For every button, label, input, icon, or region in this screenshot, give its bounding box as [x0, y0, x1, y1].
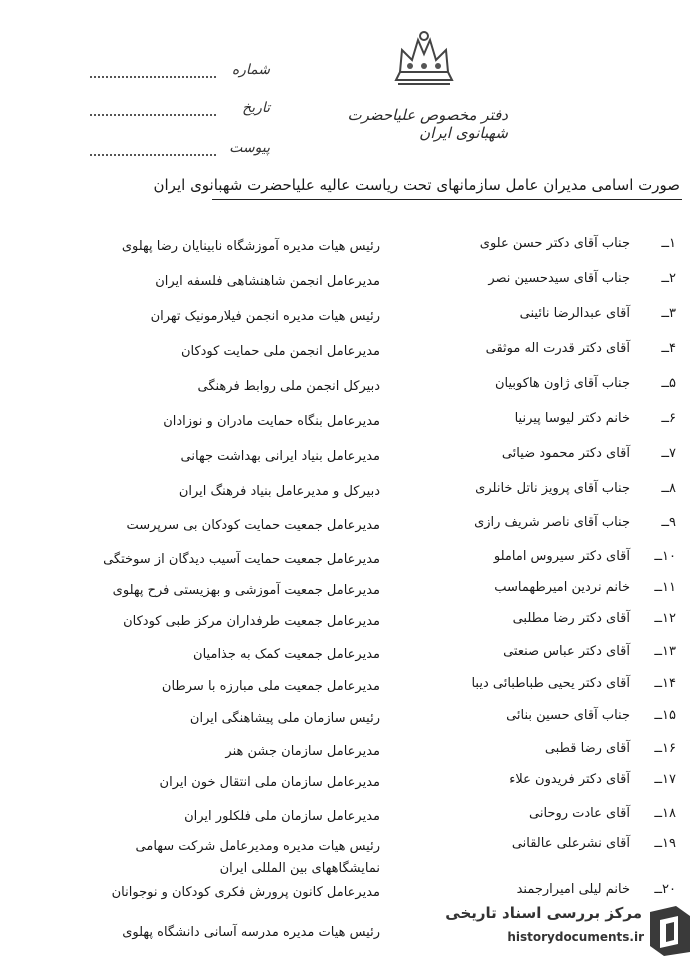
entry-position: مدیرعامل جمعیت آموزشی و بهزیستی فرح پهلوی — [112, 583, 380, 598]
entry-position: مدیرعامل انجمن ملی حمایت کودکان — [180, 344, 380, 359]
entry-number: ۱۹ــ — [654, 836, 676, 851]
entry-number: ۱۰ــ — [654, 549, 676, 564]
entry-position: رئیس سازمان ملی پیشاهنگی ایران — [189, 711, 380, 726]
entry-position: مدیرعامل جمعیت حمایت کودکان بی سرپرست — [126, 518, 380, 533]
entry-person-name: خانم لیلی امیرارجمند — [516, 882, 630, 897]
entry-number: ۲ــ — [661, 271, 676, 286]
entry-person-name: خانم دکتر لیوسا پیرنیا — [514, 411, 630, 426]
entry-person-name: آقای دکتر سیروس اماملو — [493, 549, 630, 564]
entry-person-name: آقای دکتر عباس صنعتی — [503, 644, 630, 659]
entry-position: مدیرعامل جمعیت ملی مبارزه با سرطان — [161, 679, 380, 694]
number-field — [90, 62, 270, 88]
entry-person-name: آقای دکتر یحیی طباطبائی دیبا — [471, 676, 630, 691]
watermark-url: historydocuments.ir — [507, 930, 644, 944]
entry-number: ۵ــ — [661, 376, 676, 391]
entry-position: مدیرعامل جمعیت طرفداران مرکز طبی کودکان — [123, 614, 380, 629]
entry-position: مدیرعامل انجمن شاهنشاهی فلسفه ایران — [155, 274, 380, 289]
number-dotted-line — [90, 76, 216, 78]
entry-number: ۴ــ — [661, 341, 676, 356]
entry-person-name: آقای نشرعلی عالقانی — [511, 836, 630, 851]
entry-position: رئیس هیات مدیره انجمن فیلارمونیک تهران — [150, 309, 380, 324]
attachment-field — [90, 140, 270, 166]
entry-position: دبیرکل انجمن ملی روابط فرهنگی — [197, 379, 380, 394]
entry-position: مدیرعامل سازمان جشن هنر — [225, 744, 380, 759]
entry-position: رئیس هیات مدیره ومدیرعامل شرکت سهامی نمایشگاههای بین المللی ایران — [135, 839, 380, 876]
entry-position: رئیس هیات مدیره مدرسه آسانی دانشگاه پهلوی — [122, 925, 380, 940]
archive-logo-icon — [646, 902, 694, 958]
attachment-dotted-line — [90, 154, 216, 156]
entry-position: مدیرعامل بنگاه حمایت مادران و نوزادان — [163, 414, 380, 429]
entry-position: مدیرعامل کانون پرورش فکری کودکان و نوجوانان — [111, 885, 380, 900]
entry-person-name: جناب آقای سیدحسین نصر — [488, 271, 630, 286]
entry-person-name: آقای رضا قطبی — [544, 741, 630, 756]
entry-number: ۱ــ — [661, 236, 676, 251]
entry-number: ۱۵ــ — [654, 708, 676, 723]
entry-person-name: آقای دکتر محمود ضیائی — [501, 446, 630, 461]
entry-person-name: خانم نردین امیرطهماسب — [494, 580, 630, 595]
entry-person-name: جناب آقای دکتر حسن علوی — [479, 236, 630, 251]
entry-number: ۱۸ــ — [654, 806, 676, 821]
watermark — [445, 898, 696, 962]
entry-number: ۱۳ــ — [654, 644, 676, 659]
number-label: شماره — [231, 62, 270, 78]
entry-number: ۸ــ — [661, 481, 676, 496]
watermark-title: مرکز بررسی اسناد تاریخی — [445, 904, 642, 922]
entry-number: ۹ــ — [661, 515, 676, 530]
office-title: دفتر مخصوص علیاحضرت شهبانوی ایران — [347, 106, 508, 142]
entry-number: ۱۴ــ — [654, 676, 676, 691]
entry-position: دبیرکل و مدیرعامل بنیاد فرهنگ ایران — [178, 484, 380, 499]
entry-number: ۱۲ــ — [654, 611, 676, 626]
date-field — [90, 100, 270, 126]
entry-number: ۶ــ — [661, 411, 676, 426]
entry-position: مدیرعامل جمعیت کمک به جذامیان — [193, 647, 380, 662]
entry-number: ۷ــ — [661, 446, 676, 461]
entry-person-name: جناب آقای ناصر شریف رازی — [474, 515, 630, 530]
imperial-crown-emblem — [388, 28, 460, 90]
entry-number: ۱۶ــ — [654, 741, 676, 756]
entry-person-name: جناب آقای ژاون هاکوبیان — [494, 376, 630, 391]
entry-person-name: آقای عبدالرضا نائینی — [519, 306, 630, 321]
entry-number: ۱۷ــ — [654, 772, 676, 787]
entry-number: ۱۱ــ — [654, 580, 676, 595]
entry-person-name: جناب آقای حسین بنائی — [506, 708, 630, 723]
entry-position: مدیرعامل سازمان ملی انتقال خون ایران — [159, 775, 380, 790]
entry-person-name: جناب آقای پرویز ناتل خانلری — [475, 481, 630, 496]
entry-number: ۲۰ــ — [654, 882, 676, 897]
entry-position: مدیرعامل بنیاد ایرانی بهداشت جهانی — [180, 449, 380, 464]
entry-person-name: آقای دکتر فریدون علاء — [509, 772, 630, 787]
entry-person-name: آقای عادت روحانی — [529, 806, 630, 821]
date-label: تاریخ — [242, 100, 270, 116]
entry-position: مدیرعامل جمعیت حمایت آسیب دیدگان از سوختگی — [103, 552, 380, 567]
entry-person-name: آقای دکتر قدرت اله موثقی — [485, 341, 630, 356]
entry-number: ۳ــ — [661, 306, 676, 321]
entry-position: رئیس هیات مدیره آموزشگاه نابینایان رضا پهلوی — [121, 239, 380, 254]
document-heading: صورت اسامی مدیران عامل سازمانهای تحت ریاست عالیه علیاحضرت شهبانوی ایران — [153, 176, 680, 194]
heading-underline — [212, 199, 682, 200]
date-dotted-line — [90, 114, 216, 116]
attachment-label: پیوست — [229, 140, 270, 156]
entry-position: مدیرعامل سازمان ملی فلکلور ایران — [184, 809, 380, 824]
entry-person-name: آقای دکتر رضا مطلبی — [512, 611, 630, 626]
